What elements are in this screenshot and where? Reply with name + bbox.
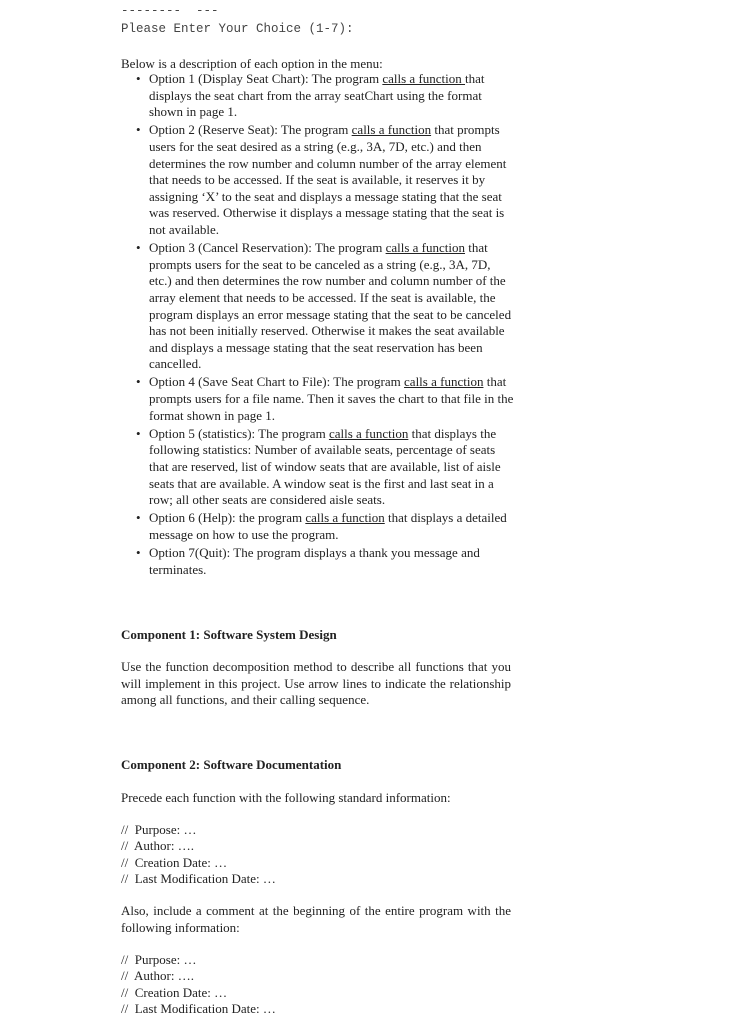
comment-line: // Creation Date: … bbox=[121, 854, 228, 870]
option-item-7: • Option 7(Quit): The program displays a thank you message and terminates. bbox=[136, 545, 480, 577]
option-3-link: calls a function bbox=[385, 240, 466, 256]
function-header-comments bbox=[121, 822, 276, 888]
option-6-link: calls a function bbox=[305, 510, 385, 526]
option-1-link: calls a function bbox=[382, 71, 466, 86]
component2-text: Precede each function with the following standard information: bbox=[121, 790, 451, 805]
intro-text: Below is a description of each option in the menu: bbox=[121, 56, 383, 71]
option-item-5: • Option 5 (statistics): The program calls a function that displays the following statistics: Number of available seats, percentage of seats that are reserved, list of window seats that are available, list of aisle seats that are available. A window seat is the first and last seat in a row; all other seats are considered aisle seats. bbox=[136, 425, 501, 508]
prompt-dashes: -------- --- bbox=[121, 4, 219, 18]
options-list bbox=[121, 71, 516, 580]
component1-text: Use the function decomposition method to describe all functions that you will implement in this project. Use arrow lines to indicate the relationship among all functions, and their calling sequence. bbox=[121, 659, 511, 707]
comment-line: // Author: …. bbox=[121, 968, 194, 984]
option-item-3: • Option 3 (Cancel Reservation): The program calls a function that prompts users for the seat to be canceled as a string (e.g., 3A, 7D, etc.) and then determines the row number and column number of the array element that needs to be accessed. If the seat is available, the program displays an error message stating that the seat to be canceled has not been initially reserved. Otherwise it makes the seat available and displays a message stating that the seat reservation has been cancelled. bbox=[136, 240, 512, 372]
comment-line: // Author: …. bbox=[121, 838, 194, 854]
comment-line: // Purpose: … bbox=[121, 952, 197, 967]
component1-heading: Component 1: Software System Design bbox=[121, 627, 337, 642]
option-item-1: • Option 1 (Display Seat Chart): The program calls a function that displays the seat chart from the array seatChart using the format shown in page 1. bbox=[136, 71, 485, 120]
option-4-link: calls a function bbox=[404, 374, 484, 390]
option-5-link: calls a function bbox=[328, 425, 409, 441]
option-2-link: calls a function bbox=[351, 122, 432, 138]
option-item-2: • Option 2 (Reserve Seat): The program calls a function that prompts users for the seat desired as a string (e.g., 3A, 7D, etc.) and then determines the row number and column number of the array element that needs to be accessed. If the seat is available, it reserves it by assigning ‘X’ to the seat and displays a message stating that the seat was reserved. Otherwise it displays a message stating that the seat is not available. bbox=[136, 122, 507, 237]
option-item-4: • Option 4 (Save Seat Chart to File): The program calls a function that prompts users for a file name. Then it saves the chart to that file in the format shown in page 1. bbox=[136, 374, 514, 423]
prompt-line: Please Enter Your Choice (1-7): bbox=[121, 22, 354, 36]
component2-heading: Component 2: Software Documentation bbox=[121, 757, 342, 772]
component2-text2: Also, include a comment at the beginning of the entire program with the following information: bbox=[121, 903, 511, 935]
comment-line: // Last Modification Date: … bbox=[121, 1001, 276, 1017]
program-header-comments bbox=[121, 952, 276, 1018]
comment-line: // Last Modification Date: … bbox=[121, 871, 276, 887]
comment-line: // Creation Date: … bbox=[121, 984, 228, 1000]
comment-line: // Purpose: … bbox=[121, 822, 197, 837]
option-item-6: • Option 6 (Help): the program calls a function that displays a detailed message on how to use the program. bbox=[136, 510, 507, 542]
